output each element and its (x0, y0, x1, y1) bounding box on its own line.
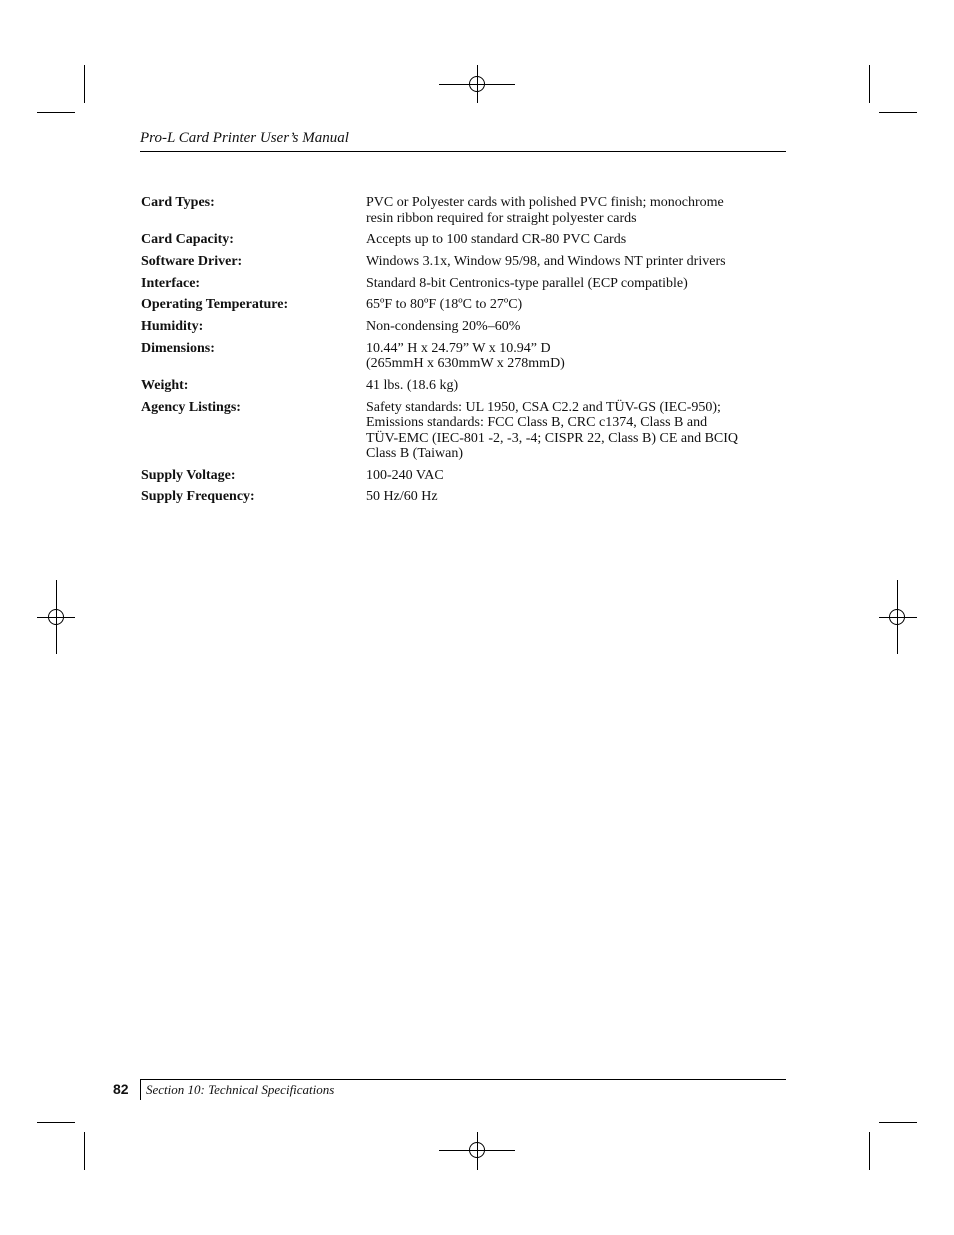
spec-value-line: Accepts up to 100 standard CR-80 PVC Cards (366, 232, 627, 248)
spec-row (141, 254, 786, 270)
spec-label: Software Driver: (141, 253, 243, 269)
spec-label: Card Capacity: (141, 232, 234, 248)
spec-value-line: resin ribbon required for straight polyester cards (366, 210, 637, 226)
footer-rule (140, 1079, 786, 1080)
spec-row (141, 232, 786, 248)
spec-value-line: 50 Hz/60 Hz (366, 489, 438, 505)
spec-row (141, 378, 786, 394)
spec-value (366, 341, 786, 372)
spec-value-line: (265mmH x 630mmW x 278mmD) (366, 356, 565, 372)
spec-value (366, 297, 786, 313)
spec-value-line: Emissions standards: FCC Class B, CRC c1374, Class B and (366, 415, 708, 430)
spec-value-line: TÜV-EMC (IEC-801 -2, -3, -4; CISPR 22, Class B) CE and BCIQ (366, 430, 739, 446)
spec-label: Card Types: (141, 195, 215, 210)
spec-row (141, 195, 786, 226)
spec-label: Agency Listings: (141, 399, 241, 415)
footer-separator (140, 1079, 141, 1100)
spec-row (141, 489, 786, 505)
spec-label: Supply Frequency: (141, 489, 255, 505)
spec-value (366, 232, 786, 248)
spec-value-line: 65ºF to 80ºF (18ºC to 27ºC) (366, 297, 523, 313)
spec-value-line: 41 lbs. (18.6 kg) (366, 377, 459, 393)
spec-row (141, 276, 786, 292)
spec-row (141, 319, 786, 335)
spec-label: Interface: (141, 275, 201, 291)
spec-label: Humidity: (141, 318, 204, 334)
spec-value (366, 276, 786, 292)
spec-value (366, 195, 786, 226)
spec-value-line: Class B (Taiwan) (366, 446, 464, 461)
spec-label: Supply Voltage: (141, 467, 236, 483)
spec-value (366, 400, 786, 462)
specifications-table (141, 195, 786, 511)
running-header-title: Pro-L Card Printer User’s Manual (140, 130, 349, 146)
spec-value (366, 319, 786, 335)
spec-value-line: Windows 3.1x, Window 95/98, and Windows NT printer drivers (366, 253, 726, 269)
spec-label: Dimensions: (141, 340, 215, 356)
spec-label: Weight: (141, 377, 189, 393)
spec-row (141, 341, 786, 372)
spec-value-line: Standard 8-bit Centronics-type parallel (ECP compatible) (366, 275, 688, 291)
spec-value-line: 100-240 VAC (366, 467, 444, 483)
spec-row (141, 297, 786, 313)
spec-value (366, 378, 786, 394)
spec-row (141, 400, 786, 462)
footer-section-title: Section 10: Technical Specifications (146, 1082, 335, 1097)
header-rule (140, 151, 786, 152)
spec-row (141, 468, 786, 484)
page-number: 82 (113, 1081, 129, 1097)
spec-value-line: PVC or Polyester cards with polished PVC finish; monochrome (366, 195, 724, 210)
spec-value (366, 489, 786, 505)
spec-value (366, 254, 786, 270)
spec-label: Operating Temperature: (141, 297, 289, 313)
spec-value-line: Non-condensing 20%–60% (366, 318, 521, 334)
spec-value-line: 10.44” H x 24.79” W x 10.94” D (366, 340, 551, 356)
spec-value (366, 468, 786, 484)
spec-value-line: Safety standards: UL 1950, CSA C2.2 and TÜV-GS (IEC-950); (366, 399, 721, 415)
